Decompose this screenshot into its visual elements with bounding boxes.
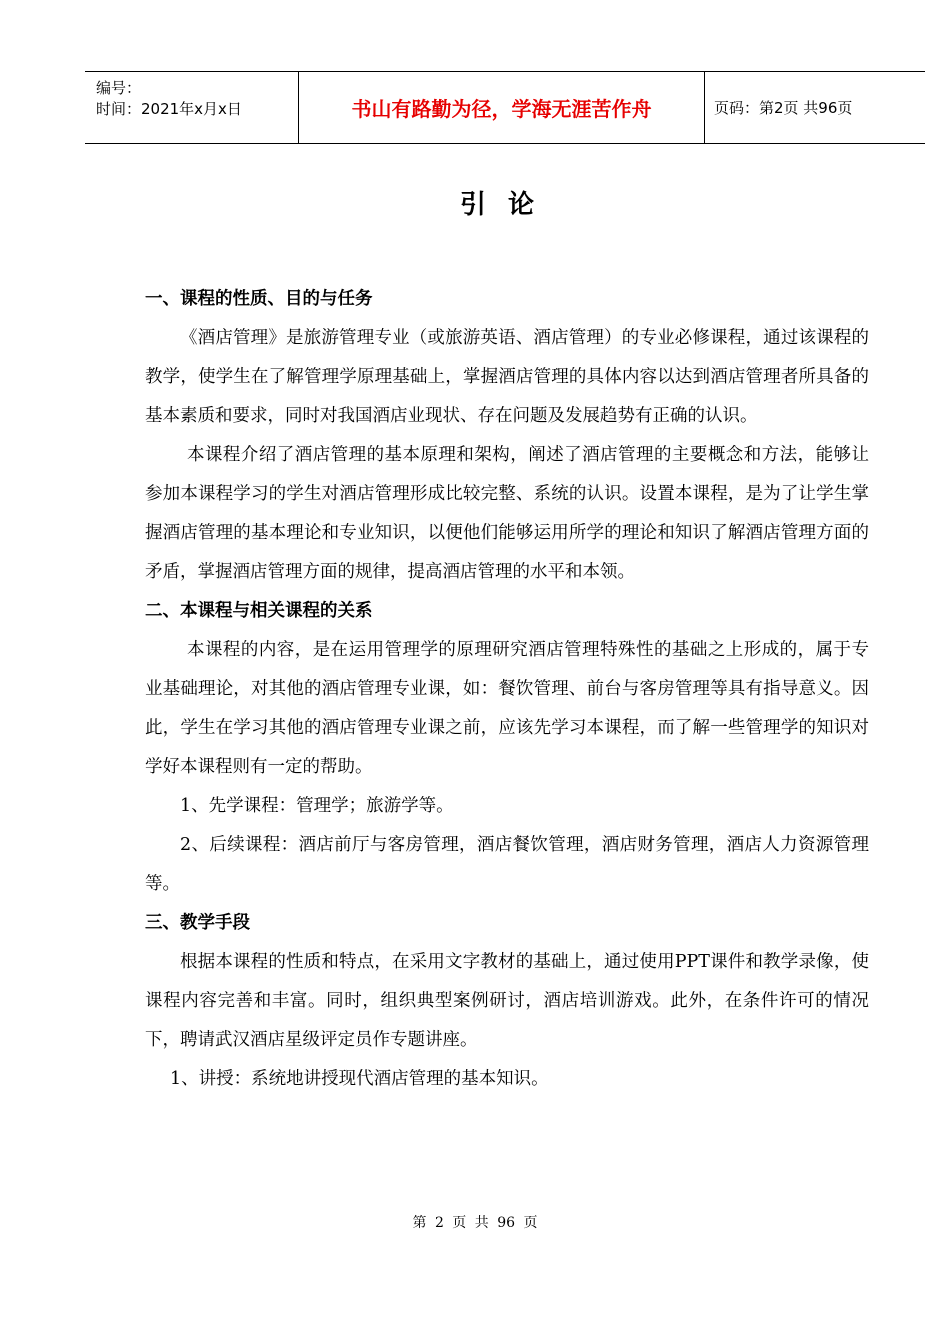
section-heading: 一、课程的性质、目的与任务 xyxy=(145,289,373,309)
document-time-label: 时间：2021年x月x日 xyxy=(96,100,242,118)
header-meta-cell xyxy=(85,72,299,143)
paragraph: 《酒店管理》是旅游管理专业（或旅游英语、酒店管理）的专业必修课程，通过该课程的教学，使学生在了解管理学原理基础上，掌握酒店管理的具体内容以达到酒店管理者所具备的基本素质和要求，同时对我国酒店业现状、存在问题及发展趋势有正确的认识。 xyxy=(145,328,869,426)
list-item: 2、后续课程：酒店前厅与客房管理，酒店餐饮管理，酒店财务管理，酒店人力资源管理等。 xyxy=(145,835,869,894)
page-footer: 第 2 页 共 96 页 xyxy=(412,1215,538,1231)
section-heading: 二、本课程与相关课程的关系 xyxy=(145,601,373,621)
list-item: 1、先学课程：管理学；旅游学等。 xyxy=(180,796,454,816)
paragraph: 本课程介绍了酒店管理的基本原理和架构，阐述了酒店管理的主要概念和方法，能够让参加本课程学习的学生对酒店管理形成比较完整、系统的认识。设置本课程，是为了让学生掌握酒店管理的基本理论和专业知识，以便他们能够运用所学的理论和知识了解酒店管理方面的矛盾，掌握酒店管理方面的规律，提高酒店管理的水平和本领。 xyxy=(145,445,869,582)
section-heading: 三、教学手段 xyxy=(145,913,250,933)
list-item: 1、讲授：系统地讲授现代酒店管理的基本知识。 xyxy=(170,1069,549,1089)
paragraph: 根据本课程的性质和特点，在采用文字教材的基础上，通过使用PPT课件和教学录像，使课程内容完善和丰富。同时，组织典型案例研讨，酒店培训游戏。此外，在条件许可的情况下，聘请武汉酒店星级评定员作专题讲座。 xyxy=(145,952,869,1050)
page-title: 引论 xyxy=(459,190,556,220)
document-code-label: 编号： xyxy=(96,79,142,97)
paragraph: 本课程的内容，是在运用管理学的原理研究酒店管理特殊性的基础之上形成的，属于专业基础理论，对其他的酒店管理专业课，如：餐饮管理、前台与客房管理等具有指导意义。因此，学生在学习其他的酒店管理专业课之前，应该先学习本课程，而了解一些管理学的知识对学好本课程则有一定的帮助。 xyxy=(145,640,869,777)
header-page-info: 页码：第2页 共96页 xyxy=(714,99,853,117)
header-table xyxy=(85,71,925,144)
document-body xyxy=(145,280,869,1099)
header-motto: 书山有路勤为径，学海无涯苦作舟 xyxy=(299,72,705,143)
